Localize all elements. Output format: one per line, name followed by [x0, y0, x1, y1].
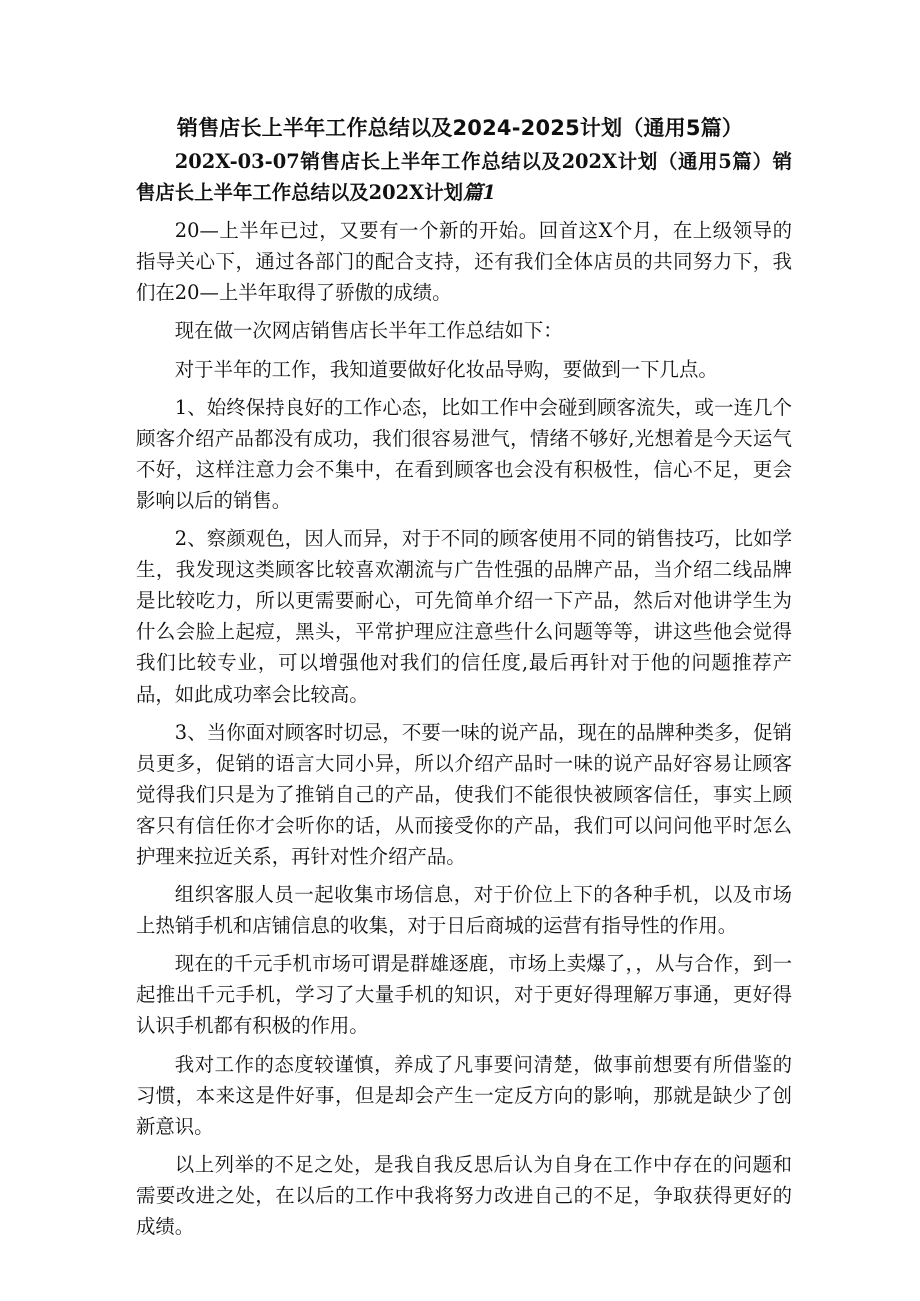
- document-title: 销售店长上半年工作总结以及2024-2025计划（通用5篇）: [176, 116, 744, 140]
- document-body: [136, 146, 792, 1249]
- paragraph-points-intro: 对于半年的工作，我知道要做好化妆品导购，要做到一下几点。: [174, 357, 718, 381]
- intro-text: 202X-03-07销售店长上半年工作总结以及202X计划（通用5篇）销售店长上半年工作总结以及202X计划: [136, 150, 792, 205]
- paragraph-work-attitude: 我对工作的态度较谨慎，养成了凡事要问清楚，做事前想要有所借鉴的习惯，本来这是件好事，但是却会产生一定反方向的影响，那就是缺少了创新意识。: [136, 1052, 792, 1138]
- intro-suffix: 篇1: [463, 181, 496, 205]
- paragraph-point-1: 1、始终保持良好的工作心态，比如工作中会碰到顾客流失，或一连几个顾客介绍产品都没有成功，我们很容易泄气，情绪不够好,光想着是今天运气不好，这样注意力会不集中，在看到顾客也会没有积极性，信心不足，更会影响以后的销售。: [136, 395, 792, 512]
- intro-paragraph: [136, 146, 792, 208]
- paragraph-market-info: 组织客服人员一起收集市场信息，对于价位上下的各种手机，以及市场上热销手机和店铺信息的收集，对于日后商城的运营有指导性的作用。: [136, 883, 792, 938]
- paragraph-point-2: 2、察颜观色，因人而异，对于不同的顾客使用不同的销售技巧，比如学生，我发现这类顾客比较喜欢潮流与广告性强的品牌产品，当介绍二线品牌是比较吃力，所以更需要耐心，可先简单介绍一下产品，然后对他讲学生为什么会脸上起痘，黑头，平常护理应注意些什么问题等等，讲这些他会觉得我们比较专业，可以增强他对我们的信任度,最后再针对于他的问题推荐产品，如此成功率会比较高。: [136, 527, 792, 706]
- paragraph-opening: 20—上半年已过，又要有一个新的开始。回首这X个月，在上级领导的指导关心下，通过各部门的配合支持，还有我们全体店员的共同努力下，我们在20—上半年取得了骄傲的成绩。: [136, 219, 792, 305]
- paragraph-point-3: 3、当你面对顾客时切忌，不要一味的说产品，现在的品牌种类多，促销员更多，促销的语言大同小异，所以介绍产品时一味的说产品好容易让顾客觉得我们只是为了推销自己的产品，使我们不能很快被顾客信任，事实上顾客只有信任你才会听你的话，从而接受你的产品，我们可以问问他平时怎么护理来拉近关系，再针对性介绍产品。: [136, 720, 792, 868]
- paragraph-conclusion: 以上列举的不足之处，是我自我反思后认为自身在工作中存在的问题和需要改进之处，在以后的工作中我将努力改进自己的不足，争取获得更好的成绩。: [136, 1152, 792, 1238]
- paragraph-summary-intro: 现在做一次网店销售店长半年工作总结如下：: [174, 319, 563, 343]
- paragraph-phone-market: 现在的千元手机市场可谓是群雄逐鹿，市场上卖爆了，，从与合作，到一起推出千元手机，学习了大量手机的知识，对于更好得理解万事通，更好得认识手机都有积极的作用。: [136, 952, 792, 1038]
